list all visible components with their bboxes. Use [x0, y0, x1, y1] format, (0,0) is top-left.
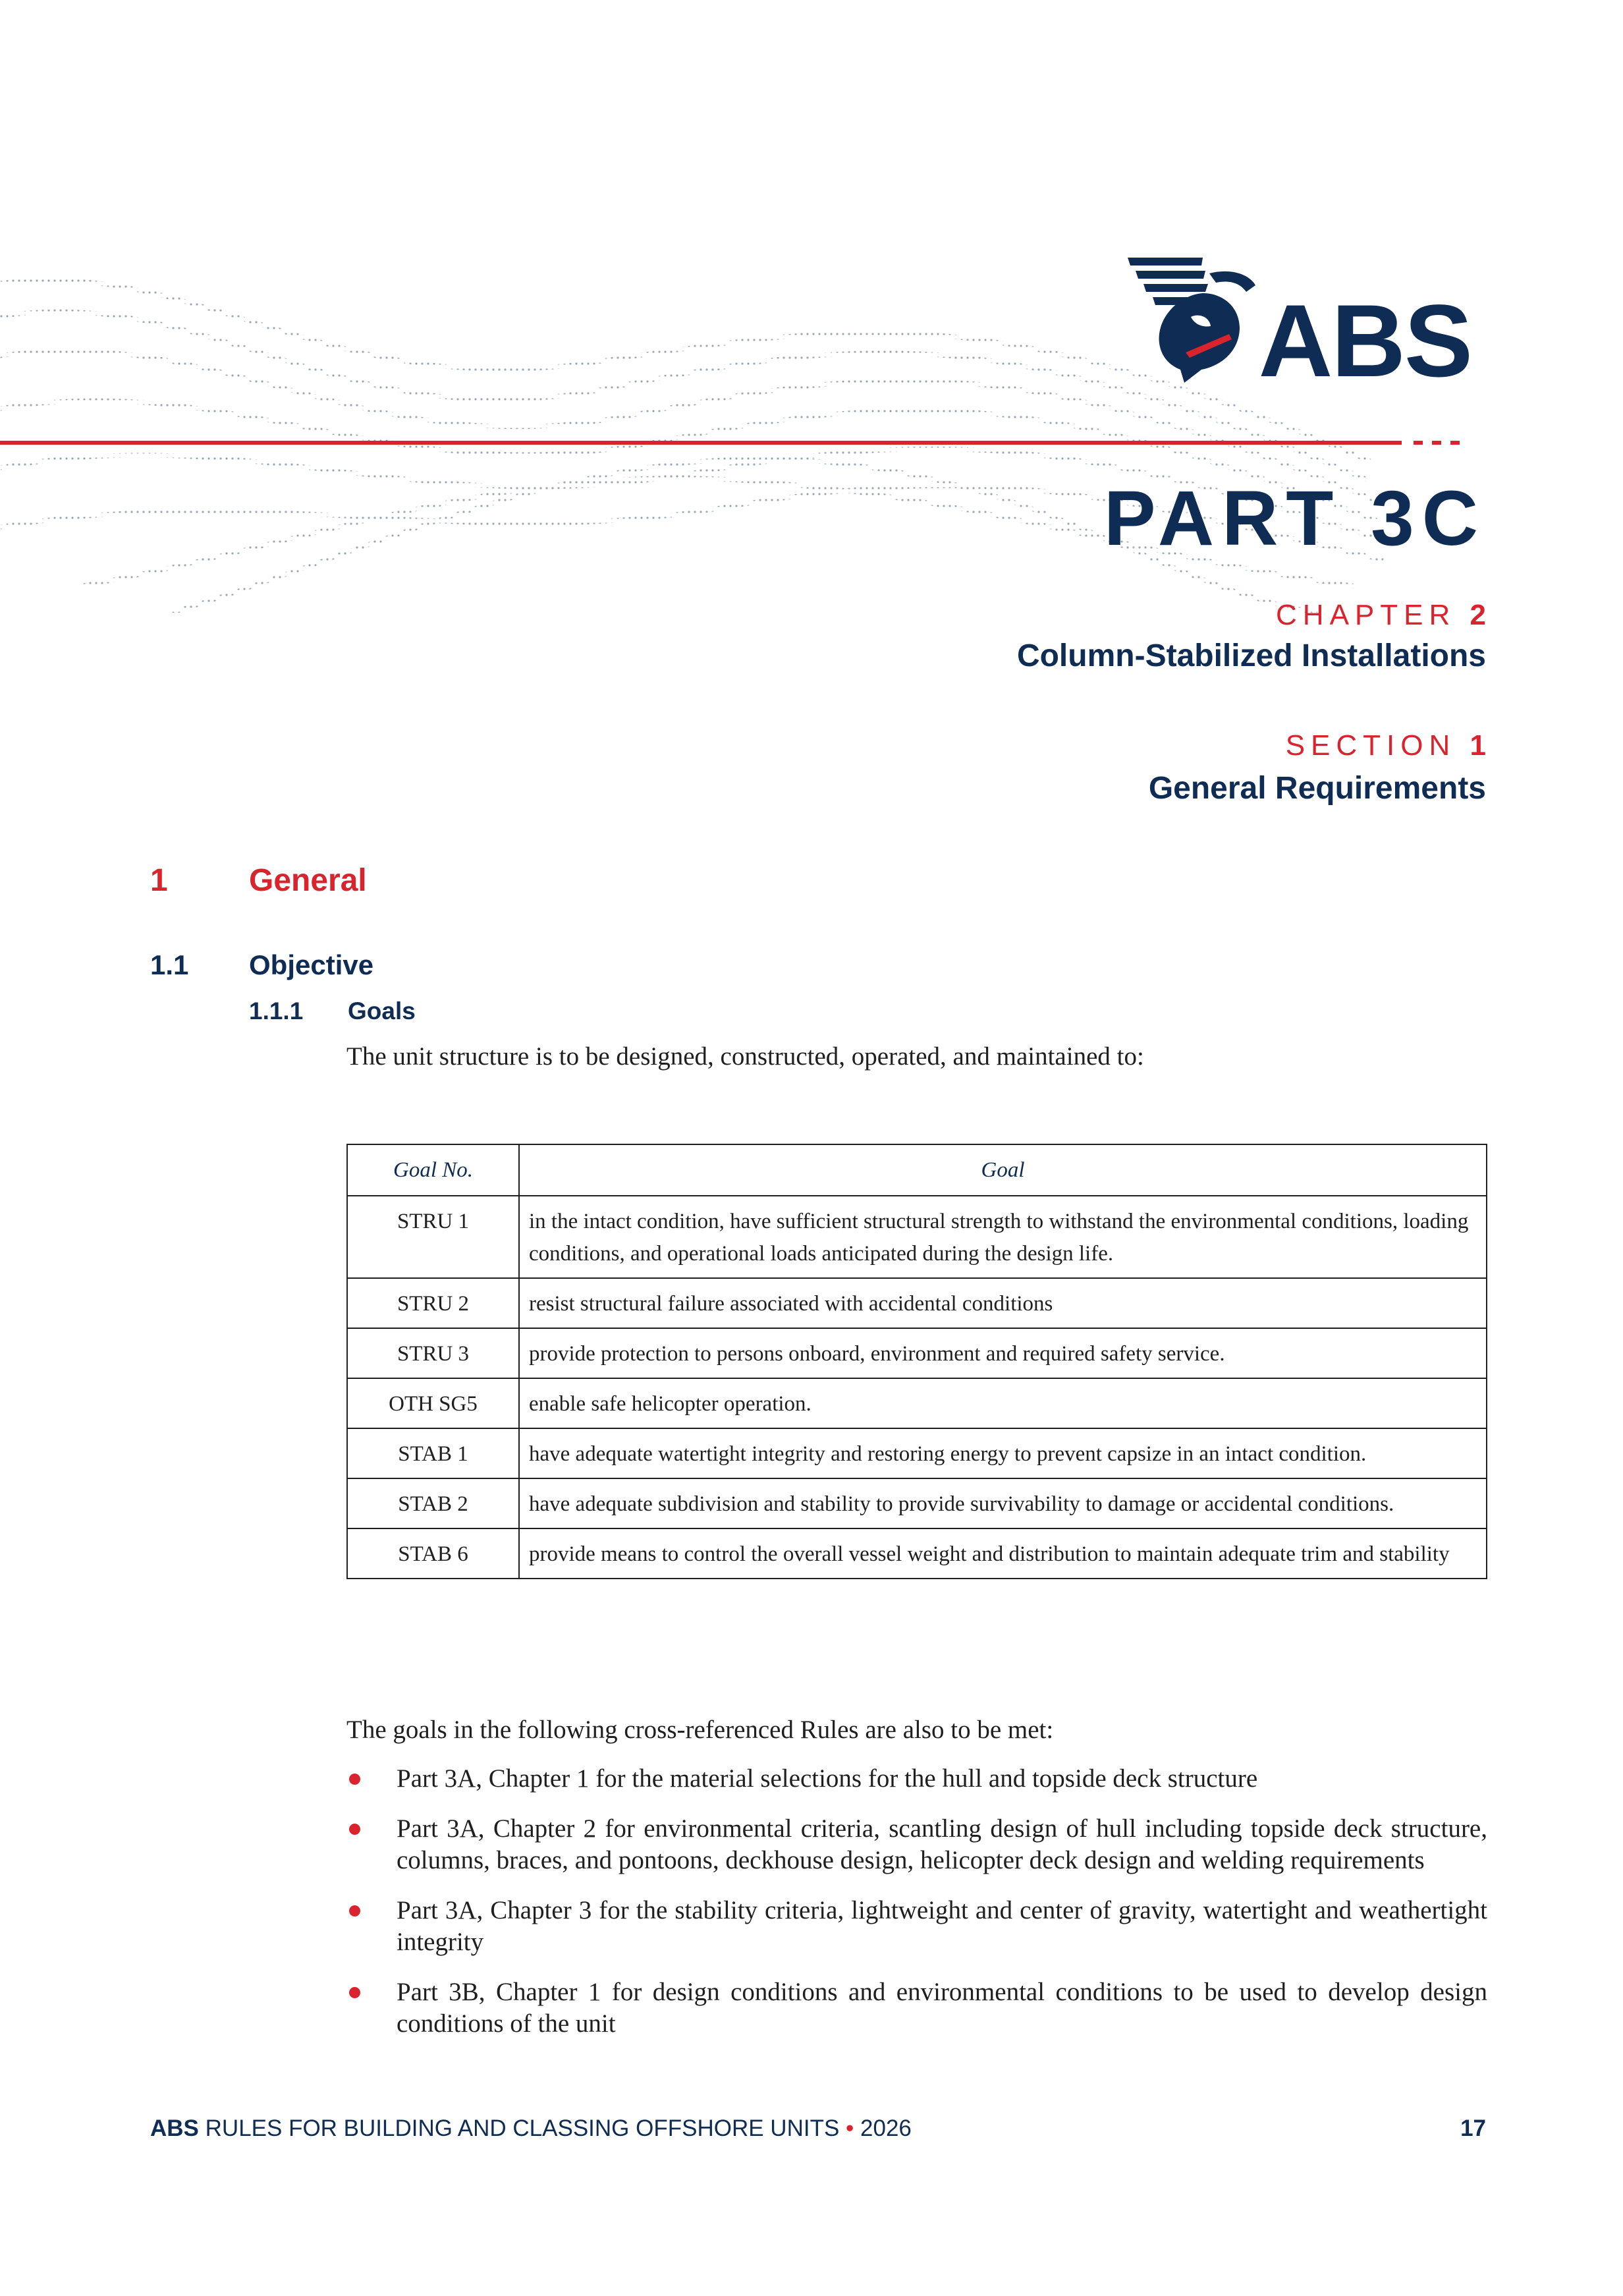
- bullet-dot-icon: [349, 1905, 360, 1917]
- heading-1-number: 1: [150, 863, 168, 898]
- goal-number-cell: STAB 1: [347, 1428, 519, 1478]
- list-item-text: Part 3A, Chapter 3 for the stability criteria, lightweight and center of gravity, watertight and weathertight integrity: [397, 1896, 1487, 1956]
- goal-number-cell: STRU 2: [347, 1278, 519, 1328]
- header-red-rule: [0, 441, 1402, 445]
- red-dash: [1432, 441, 1441, 445]
- goal-text-cell: enable safe helicopter operation.: [519, 1378, 1487, 1428]
- heading-2-title: Objective: [249, 949, 374, 980]
- list-item: [346, 1763, 1487, 1795]
- chapter-title: Column-Stabilized Installations: [1016, 638, 1486, 673]
- list-item: [346, 1813, 1487, 1876]
- goal-number-cell: STAB 2: [347, 1478, 519, 1528]
- chapter-label-text: CHAPTER: [1276, 599, 1456, 631]
- heading-3-title: Goals: [348, 997, 416, 1024]
- heading-3-number: 1.1.1: [249, 997, 304, 1024]
- cross-reference-intro: The goals in the following cross-referenced Rules are also to be met:: [346, 1716, 1054, 1744]
- list-item-text: Part 3B, Chapter 1 for design conditions and environmental conditions to be used to develop design conditions of the unit: [397, 1978, 1487, 2038]
- red-dash: [1450, 441, 1460, 445]
- chapter-label: [1276, 601, 1486, 630]
- section-title: General Requirements: [1148, 771, 1486, 806]
- table-row: [347, 1478, 1487, 1528]
- page-number: 17: [1460, 2115, 1486, 2141]
- heading-1-title: General: [249, 863, 367, 898]
- abs-eagle-emblem-icon: [1124, 254, 1263, 385]
- heading-2-number: 1.1: [150, 949, 189, 980]
- goal-text-cell: provide protection to persons onboard, environment and required safety service.: [519, 1328, 1487, 1378]
- goal-text-cell: provide means to control the overall vessel weight and distribution to maintain adequate trim and stability: [519, 1528, 1487, 1579]
- table-row: [347, 1328, 1487, 1378]
- footer-separator: •: [846, 2115, 854, 2141]
- part-title: PART 3C: [1103, 475, 1486, 562]
- header-red-dashes: [1414, 441, 1460, 445]
- goal-number-cell: STAB 6: [347, 1528, 519, 1579]
- list-item: [346, 1895, 1487, 1958]
- list-item: [346, 1976, 1487, 2040]
- goals-table: [346, 1144, 1487, 1579]
- footer-brand: ABS: [150, 2115, 199, 2141]
- goal-text-cell: have adequate subdivision and stability to provide survivability to damage or accidental conditions.: [519, 1478, 1487, 1528]
- table-row: [347, 1528, 1487, 1579]
- page-footer: [150, 2117, 912, 2140]
- header-goal-no: Goal No.: [347, 1144, 519, 1196]
- header-goal: Goal: [519, 1144, 1487, 1196]
- goal-number-cell: STRU 1: [347, 1196, 519, 1278]
- bullet-dot-icon: [349, 1824, 360, 1835]
- goal-number-cell: OTH SG5: [347, 1378, 519, 1428]
- cross-reference-list: [346, 1763, 1487, 2058]
- abs-logo-wordmark: [1258, 284, 1472, 399]
- list-item-text: Part 3A, Chapter 2 for environmental criteria, scantling design of hull including topside deck structure, columns, braces, and pontoons, deckhouse design, helicopter deck design and welding requirements: [397, 1814, 1487, 1874]
- goal-text-cell: resist structural failure associated with accidental conditions: [519, 1278, 1487, 1328]
- goals-intro-paragraph: The unit structure is to be designed, constructed, operated, and maintained to:: [346, 1042, 1144, 1071]
- goal-text-cell: in the intact condition, have sufficient structural strength to withstand the environmental conditions, loading conditions, and operational loads anticipated during the design life.: [519, 1196, 1487, 1278]
- goal-text-cell: have adequate watertight integrity and restoring energy to prevent capsize in an intact condition.: [519, 1428, 1487, 1478]
- bullet-dot-icon: [349, 1987, 360, 1998]
- bullet-dot-icon: [349, 1774, 360, 1785]
- table-row: [347, 1378, 1487, 1428]
- table-header-row: [347, 1144, 1487, 1196]
- table-row: [347, 1428, 1487, 1478]
- section-label-text: SECTION: [1285, 729, 1456, 762]
- goal-number-cell: STRU 3: [347, 1328, 519, 1378]
- list-item-text: Part 3A, Chapter 1 for the material selections for the hull and topside deck structure: [397, 1764, 1258, 1793]
- section-label: [1286, 731, 1486, 760]
- red-dash: [1414, 441, 1423, 445]
- section-number: 1: [1470, 729, 1486, 762]
- footer-title: RULES FOR BUILDING AND CLASSING OFFSHORE UNITS: [205, 2115, 840, 2141]
- footer-year: 2026: [860, 2115, 912, 2141]
- logo-text: ABS: [1258, 284, 1472, 399]
- chapter-number: 2: [1470, 599, 1486, 631]
- table-row: [347, 1278, 1487, 1328]
- table-row: [347, 1196, 1487, 1278]
